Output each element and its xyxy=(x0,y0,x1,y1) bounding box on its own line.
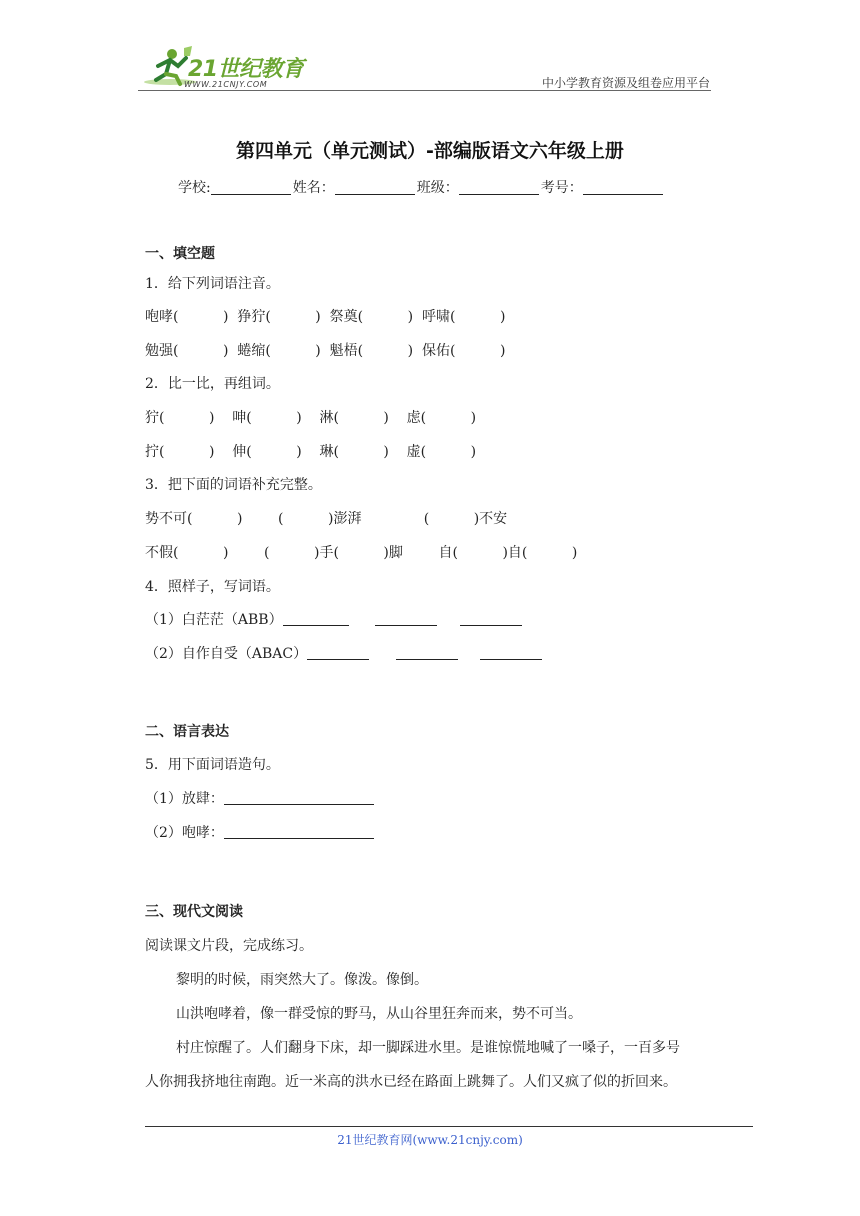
question-2-row-b: 拧( ) 伸( ) 琳( ) 虚( ) xyxy=(145,444,477,460)
answer-blank[interactable] xyxy=(224,792,374,805)
name-blank[interactable] xyxy=(335,180,415,195)
answer-blank[interactable] xyxy=(460,613,522,626)
answer-blank[interactable] xyxy=(283,613,349,626)
name-label: 姓名： xyxy=(292,180,335,196)
question-4: 4．照样子，写词语。 xyxy=(145,579,280,595)
header-divider xyxy=(138,90,711,91)
answer-blank[interactable] xyxy=(224,826,374,839)
q4-item-1-label: （1）白茫茫（ABB） xyxy=(145,612,283,628)
question-5: 5．用下面词语造句。 xyxy=(145,757,280,773)
class-label: 班级： xyxy=(416,180,459,196)
reading-intro: 阅读课文片段，完成练习。 xyxy=(145,938,313,954)
question-4-item-2 xyxy=(145,643,542,663)
class-blank[interactable] xyxy=(459,180,539,195)
page-title: 第四单元（单元测试）-部编版语文六年级上册 xyxy=(236,140,624,162)
answer-blank[interactable] xyxy=(480,647,542,660)
section-heading: 一、填空题 xyxy=(145,246,215,262)
exam-no-blank[interactable] xyxy=(583,180,663,195)
q4-item-2-label: （2）自作自受（ABAC） xyxy=(145,646,308,662)
question-1: 1．给下列词语注音。 xyxy=(145,276,280,292)
footer-divider xyxy=(145,1126,753,1127)
q5-item-1-label: （1）放肆： xyxy=(145,791,224,807)
logo-wordmark: 21世纪教育 xyxy=(188,57,304,82)
exam-no-label: 考号： xyxy=(540,180,583,196)
question-2-row-a: 狞( ) 呻( ) 淋( ) 虑( ) xyxy=(145,410,477,426)
question-1-row-a: 咆哮( ) 狰狞( ) 祭奠( ) 呼啸( ) xyxy=(145,309,506,325)
question-3: 3．把下面的词语补充完整。 xyxy=(145,477,322,493)
question-1-row-b: 勉强( ) 蜷缩( ) 魁梧( ) 保佑( ) xyxy=(145,343,506,359)
answer-blank[interactable] xyxy=(307,647,369,660)
passage-paragraph: 山洪咆哮着，像一群受惊的野马，从山谷里狂奔而来，势不可当。 xyxy=(176,1006,582,1022)
section-heading: 二、语言表达 xyxy=(145,724,229,740)
answer-blank[interactable] xyxy=(375,613,437,626)
logo-url: WWW.21CNJY.COM xyxy=(184,80,268,89)
question-5-item-1 xyxy=(145,788,374,808)
question-3-row-b: 不假( ) ( )手( )脚 自( )自( ) xyxy=(145,545,578,561)
student-info-row xyxy=(178,177,665,197)
passage-paragraph: 村庄惊醒了。人们翻身下床，却一脚踩进水里。是谁惊慌地喊了一嗓子，一百多号 xyxy=(176,1040,680,1056)
section-heading: 三、现代文阅读 xyxy=(145,904,243,920)
question-4-item-1 xyxy=(145,609,522,629)
q5-item-2-label: （2）咆哮： xyxy=(145,825,224,841)
question-5-item-2 xyxy=(145,822,374,842)
header-platform-text: 中小学教育资源及组卷应用平台 xyxy=(541,76,710,90)
question-2: 2．比一比，再组词。 xyxy=(145,376,280,392)
answer-blank[interactable] xyxy=(396,647,458,660)
passage-paragraph: 黎明的时候，雨突然大了。像泼。像倒。 xyxy=(176,972,428,988)
footer-link[interactable]: 21世纪教育网(www.21cnjy.com) xyxy=(337,1133,523,1147)
school-blank[interactable] xyxy=(211,180,291,195)
school-label: 学校: xyxy=(178,180,211,196)
question-3-row-a: 势不可( ) ( )澎湃 ( )不安 xyxy=(145,511,508,527)
passage-paragraph-continued: 人你拥我挤地往南跑。近一米高的洪水已经在路面上跳舞了。人们又疯了似的折回来。 xyxy=(145,1074,677,1090)
